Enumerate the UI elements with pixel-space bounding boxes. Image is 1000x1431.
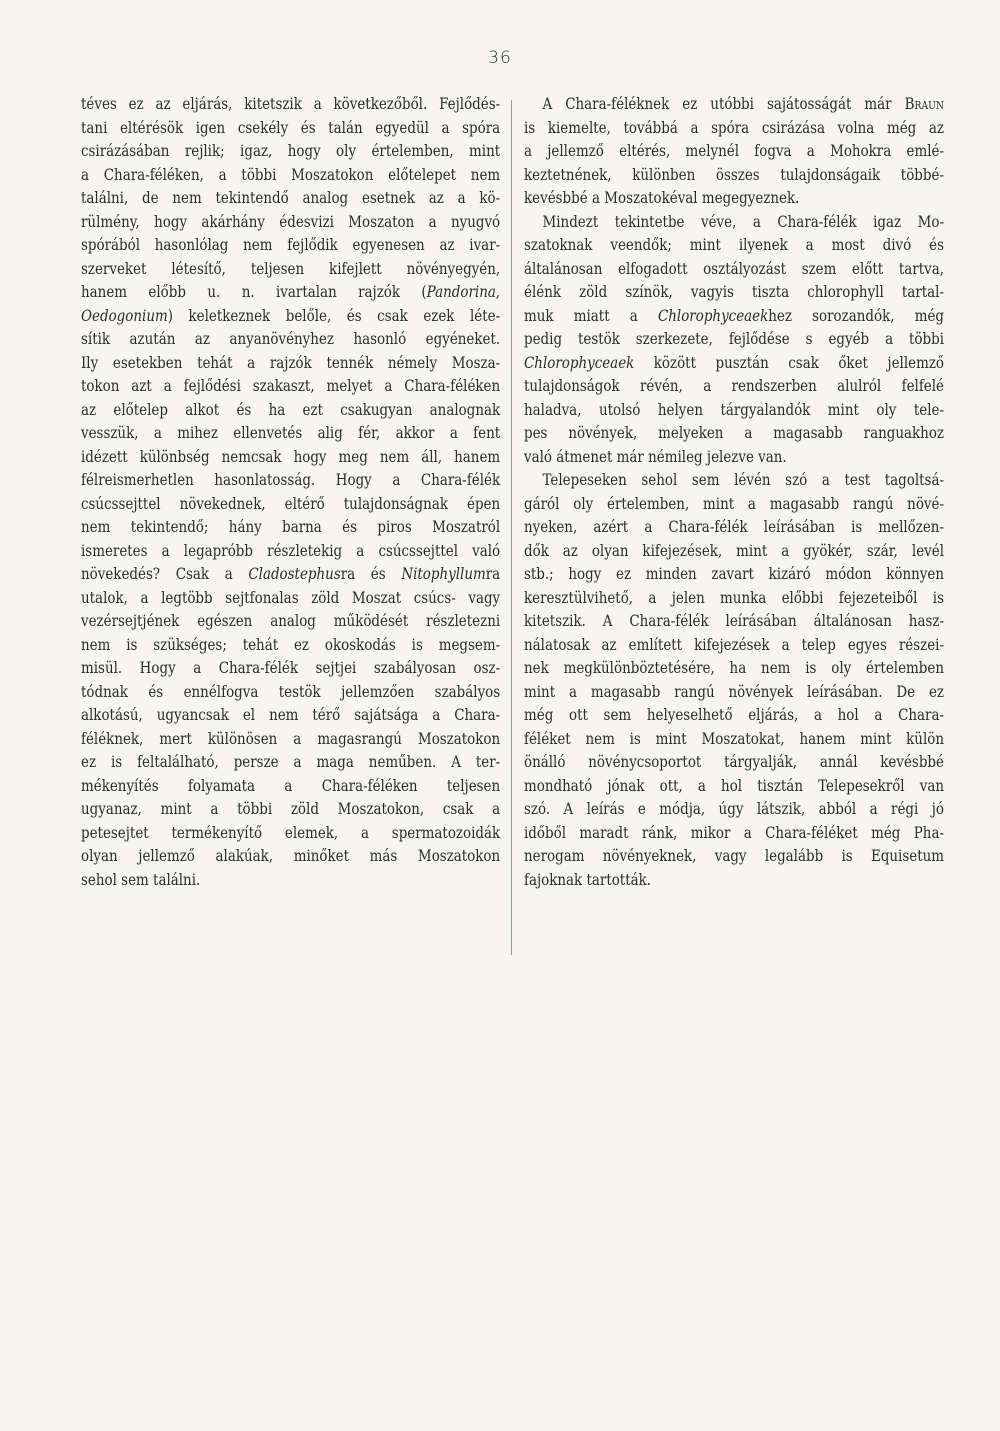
text-line: kevésbbé a Moszatokéval megegyeznek. [524, 188, 800, 207]
text-line: féléknek, mert különösen a magasrangú Moszatokon [81, 728, 501, 748]
text-line: petesejtet termékenyítő elemek, a spermatozoidák [81, 822, 501, 842]
text-line: idézett különbség nemcsak hogy meg nem áll, hanem [81, 446, 501, 466]
text-line: pedig testök szerkezete, fejlődése s egyéb a többi [524, 329, 944, 348]
text-line: kitetszik. A Chara-félék leírásában általánosan hasz- [524, 611, 944, 630]
text-line: Oedogonium) keletkeznek belőle, és csak ezek léte- [81, 305, 501, 325]
text-line: mékenyítés folyamata a Chara-féléken teljesen [81, 775, 501, 795]
text-line: félreismerhetlen hasonlatosság. Hogy a Chara-félék [81, 470, 501, 489]
text-line: muk miatt a Chlorophyceaekhez sorozandók, még [524, 305, 945, 325]
text-line: találni, de nem tekintendő analog esetnek az a kö- [81, 188, 501, 207]
text-line: pes növények, melyeken a magasabb ranguakhoz [524, 423, 944, 442]
text-line: sehol sem találni. [81, 869, 201, 889]
text-line: gáról oly értelemben, mint a magasabb rangú növé- [524, 493, 944, 513]
text-line: spórából hasonlólag nem fejlődik egyenesen az ivar- [81, 235, 501, 254]
text-line: hanem előbb u. n. ivartalan rajzók (Pandorina, [81, 282, 501, 301]
text-line: Mindezt tekintetbe véve, a Chara-félék igaz Mo- [542, 211, 944, 231]
text-line: nek megkülönböztetésére, ha nem is oly értelemben [524, 658, 944, 677]
text-line: dők az olyan kifejezések, mint a gyökér, szár, levél [524, 540, 944, 560]
left-column [81, 92, 500, 891]
text-line: nálatosak az említett kifejezések a telep egyes részei- [524, 634, 944, 654]
text-line: féléket nem is mint Moszatokat, hanem mint külön [524, 728, 944, 748]
text-line: keztetnének, különben összes tulajdonságaik többé- [524, 164, 944, 184]
text-line: is kiemelte, továbbá a spóra csirázása volna még az [524, 117, 944, 137]
text-line: Ily esetekben tehát a rajzók tennék némely Mosza- [81, 352, 501, 372]
text-line: rülmény, hogy akárhány édesvizi Moszaton a nyugvó [81, 211, 501, 231]
text-line: még ott sem helyeselhető eljárás, a hol a Chara- [524, 705, 944, 724]
text-line: Telepeseken sehol sem lévén szó a test tagoltsá- [542, 470, 944, 489]
text-line: a Chara-féléken, a többi Moszatokon előtelepet nem [81, 164, 501, 184]
text-line: stb.; hogy ez minden zavart kizáró módon könnyen [524, 564, 944, 583]
text-line: ismeretes a legapróbb részletekig a csúcssejttel való [81, 540, 501, 560]
text-line: A Chara-féléknek ez utóbbi sajátosságát már Braun [542, 94, 944, 113]
text-line: élénk zöld színök, vagyis tiszta chlorophyll tartal- [524, 282, 944, 301]
text-line: alkotású, ugyancsak el nem térő sajátsága a Chara- [81, 705, 501, 724]
text-line: ez is feltalálható, persze a maga neműben. A ter- [81, 752, 501, 771]
text-line: nyeken, azért a Chara-félék leírásában is mellőzen- [524, 517, 944, 536]
text-line: ugyanaz, mint a többi zöld Moszatokon, csak a [81, 799, 501, 818]
column-divider [511, 100, 512, 955]
text-line: szerveket létesítő, teljesen kifejlett növényegyén, [81, 258, 501, 278]
text-line: sítik azután az anyanövényhez hasonló egyéneket. [81, 329, 501, 348]
text-line: utalok, a legtöbb sejtfonalas zöld Moszat csúcs- vagy [81, 587, 501, 607]
text-line: növekedés? Csak a Cladostephusra és Nitophyllumra [81, 564, 501, 583]
text-line: való átmenet már némileg jelezve van. [524, 446, 787, 466]
page-number: 36 [488, 48, 512, 68]
text-line: csúcssejttel növekednek, eltérő tulajdonságnak épen [81, 493, 501, 513]
text-line: az előtelep alkot és ha ezt csakugyan analognak [81, 399, 501, 419]
text-line: olyan jellemző alakúak, minőket más Moszatokon [81, 846, 501, 865]
text-line: vesszük, a mihez ellenvetés alig fér, akkor a fent [81, 423, 501, 442]
text-line: téves ez az eljárás, kitetszik a következőből. Fejlődés- [81, 94, 501, 113]
text-line: keresztülvihető, a jelen munka előbbi fejezeteiből is [524, 587, 944, 607]
text-line: haladva, utolsó helyen tárgyalandók mint oly tele- [524, 399, 944, 419]
text-line: önálló növénycsoportot tárgyalják, annál kevésbbé [524, 752, 944, 771]
text-line: nem is szükséges; tehát ez okoskodás is megsem- [81, 634, 501, 654]
text-line: mondható jónak ott, a hol tisztán Telepesekről van [524, 775, 944, 795]
text-line: nerogam növényeknek, vagy legalább is Equisetum [524, 846, 944, 865]
text-line: mint a magasabb rangú növények leírásában. De ez [524, 681, 944, 701]
text-line: Chlorophyceaek között pusztán csak őket jellemző [524, 352, 944, 372]
text-line: misül. Hogy a Chara-félék sejtjei szabályosan osz- [81, 658, 501, 677]
text-line: időből maradt ránk, mikor a Chara-féléket még Pha- [524, 822, 944, 842]
text-line: nem tekintendő; hány barna és piros Moszatról [81, 517, 501, 536]
text-line: általánosan elfogadott osztályozást szem előtt tartva, [524, 258, 944, 278]
text-line: tulajdonságok révén, a rendszerben alulról felfelé [524, 376, 944, 395]
text-line: tódnak és ennélfogva testök jellemzően szabályos [81, 681, 501, 701]
text-line: tani eltérésök igen csekély és talán egyedül a spóra [81, 117, 501, 137]
right-column [524, 92, 944, 891]
text-line: szó. A leírás e módja, úgy látszik, abból a régi jó [524, 799, 944, 818]
text-line: tokon azt a fejlődési szakaszt, melyet a Chara-féléken [81, 376, 501, 395]
text-line: a jellemző eltérés, melynél fogva a Mohokra emlé- [524, 141, 944, 160]
text-line: fajoknak tartották. [524, 869, 652, 889]
text-line: vezérsejtjének egészen analog működését részletezni [81, 611, 501, 630]
text-line: szatoknak veendők; mint ilyenek a most divó és [524, 235, 944, 254]
text-line: csirázásában rejlik; igaz, hogy oly értelemben, mint [81, 141, 501, 160]
